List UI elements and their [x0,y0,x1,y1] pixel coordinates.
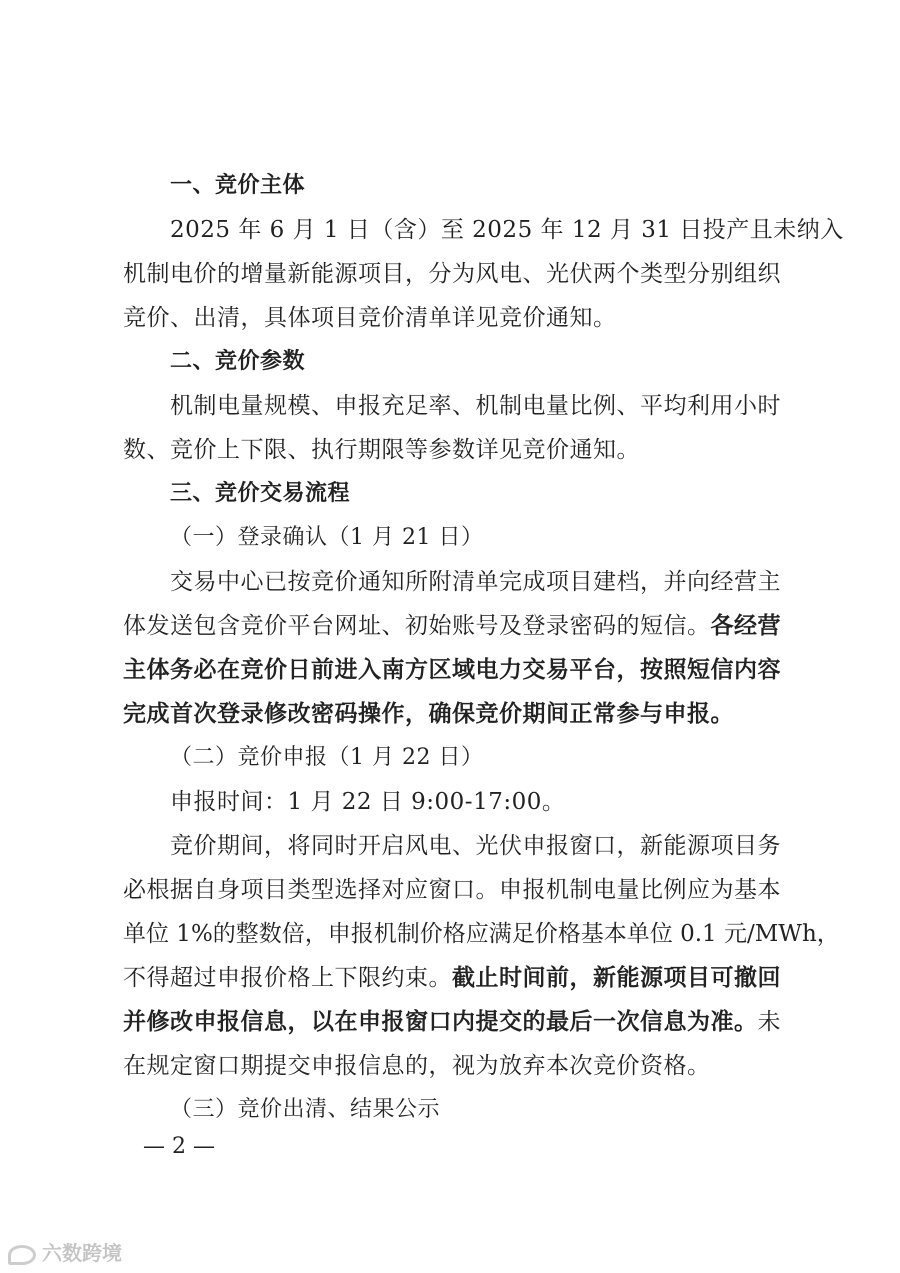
paragraph-text: 交易中心已按竞价通知所附清单完成项目建档，并向经营主 [170,569,781,595]
section-heading-2 [0,340,900,384]
paragraph-line [0,560,900,604]
paragraph-text: 申报时间：1 月 22 日 9:00-17:00。 [170,789,566,815]
subsection-title-1 [0,516,900,560]
paragraph-line [0,780,900,824]
subsection-title-text: （一）登录确认（1 月 21 日） [170,525,484,550]
paragraph-line [0,1044,900,1088]
watermark-text: 六数跨境 [42,1241,122,1265]
paragraph-text: 竞价、出清，具体项目竞价清单详见竞价通知。 [123,305,617,331]
section-heading-3 [0,472,900,516]
watermark-logo-icon [8,1245,36,1265]
paragraph-text: 竞价期间，将同时开启风电、光伏申报窗口，新能源项目务 [170,833,781,859]
paragraph-line [0,1000,900,1044]
paragraph-line [0,692,900,736]
paragraph-line [0,252,900,296]
paragraph-line [0,428,900,472]
page-number [143,1125,215,1169]
subsection-title-2 [0,736,900,780]
paragraph-text: 机制电量规模、申报充足率、机制电量比例、平均利用小时 [170,393,781,419]
subsection-title-text: （三）竞价出清、结果公示 [170,1097,441,1122]
paragraph-line [0,648,900,692]
section-heading-text: 三、竞价交易流程 [170,481,351,506]
paragraph-line [0,912,900,956]
paragraph-text: 数、竞价上下限、执行期限等参数详见竞价通知。 [123,437,640,463]
emphasis-text: 主体务必在竞价日前进入南方区域电力交易平台，按照短信内容 [123,656,781,683]
subsection-title-3 [0,1088,900,1132]
paragraph-line [0,296,900,340]
page-number-text: — 2 — [143,1134,215,1159]
emphasis-text: 各经营 [710,612,781,639]
section-heading-1 [0,164,900,208]
paragraph-line [0,868,900,912]
paragraph-text: 不得超过申报价格上下限约束。 [123,965,452,991]
paragraph-line [0,604,900,648]
paragraph-text: 体发送包含竞价平台网址、初始账号及登录密码的短信。 [123,613,711,639]
paragraph-text: 机制电价的增量新能源项目，分为风电、光伏两个类型分别组织 [123,261,781,287]
paragraph-line [0,384,900,428]
paragraph-text: 单位 1%的整数倍，申报机制价格应满足价格基本单位 0.1 元/MWh， [123,921,840,947]
watermark [8,1238,122,1268]
section-heading-text: 二、竞价参数 [170,349,306,374]
emphasis-text: 截止时间前，新能源项目可撤回 [452,964,781,991]
paragraph-line [0,208,900,252]
paragraph-text: 2025 年 6 月 1 日（含）至 2025 年 12 月 31 日投产且未纳入 [170,217,844,243]
emphasis-text: 完成首次登录修改密码操作，确保竞价期间正常参与申报。 [123,700,734,727]
paragraph-text: 在规定窗口期提交申报信息的，视为放弃本次竞价资格。 [123,1053,711,1079]
paragraph-line [0,956,900,1000]
subsection-title-text: （二）竞价申报（1 月 22 日） [170,745,484,770]
emphasis-text: 并修改申报信息，以在申报窗口内提交的最后一次信息为准。 [123,1008,758,1035]
paragraph-text: 未 [757,1009,781,1035]
paragraph-line [0,824,900,868]
paragraph-text: 必根据自身项目类型选择对应窗口。申报机制电量比例应为基本 [123,877,781,903]
section-heading-text: 一、竞价主体 [170,173,306,198]
